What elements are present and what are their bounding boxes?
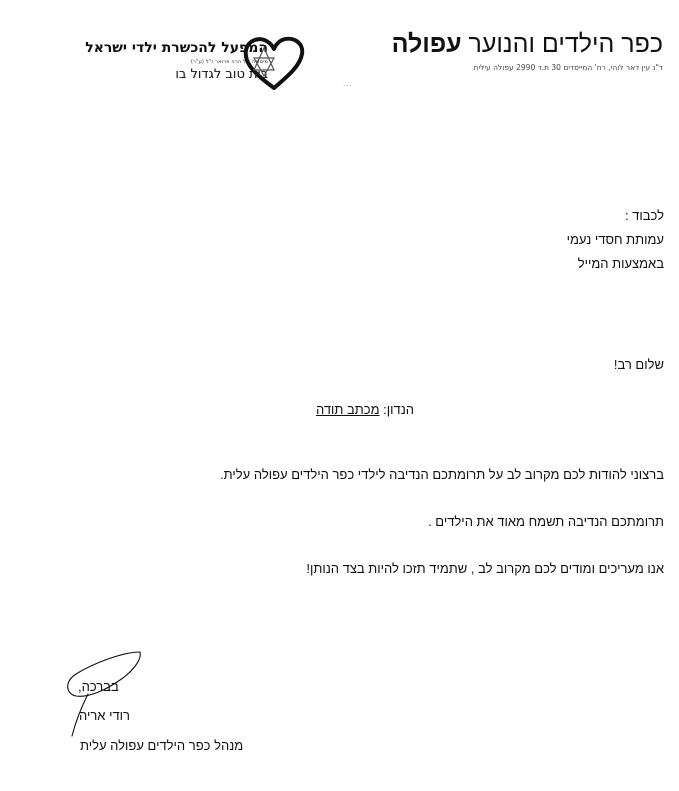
body-paragraph-2: תרומתכם הנדיבה תשמח מאוד את הילדים . [428,514,664,529]
handwritten-signature [62,650,152,744]
village-name [343,30,663,59]
signer-name: רודי אריה [79,708,130,723]
village-name-regular: כפר הילדים והנוער [461,30,663,58]
body-paragraph-1: ברצוני להודות לכם מקרוב לב על תרומתכם הנדיבה לילדי כפר הילדים עפולה עלית. [220,467,664,482]
village-name-bold: עפולה [391,30,462,58]
village-dots: ... [343,80,353,88]
closing-regards: בברכה, [78,679,119,694]
subject-line [316,402,414,417]
org-subtitle: מיסודה של הרה פרואר ז"ל (ע"ר) [190,59,268,65]
recipient-to-label: לכבוד : [624,208,664,223]
org-name: המפעל להכשרת ילדי ישראל [85,40,268,56]
subject-label: הנדון: [379,402,414,417]
greeting: שלום רב! [613,357,664,372]
subject-value: מכתב תודה [315,402,380,417]
recipient-name: עמותת חסדי נעמי [566,232,664,247]
org-tagline: בית טוב לגדול בו [175,67,268,82]
signer-title: מנהל כפר הילדים עפולה עלית [80,738,244,753]
recipient-via: באמצעות המייל [577,256,664,271]
village-address: ד"נ עין דאר לוהי, רח' המייסדים 30 ת.ד 2990 עפולה עילית [473,63,663,72]
heart-star-logo-icon [242,36,306,96]
body-paragraph-3: אנו מעריכים ומודים לכם מקרוב לב , שתמיד תזכו להיות בצד הנותן! [306,561,664,576]
